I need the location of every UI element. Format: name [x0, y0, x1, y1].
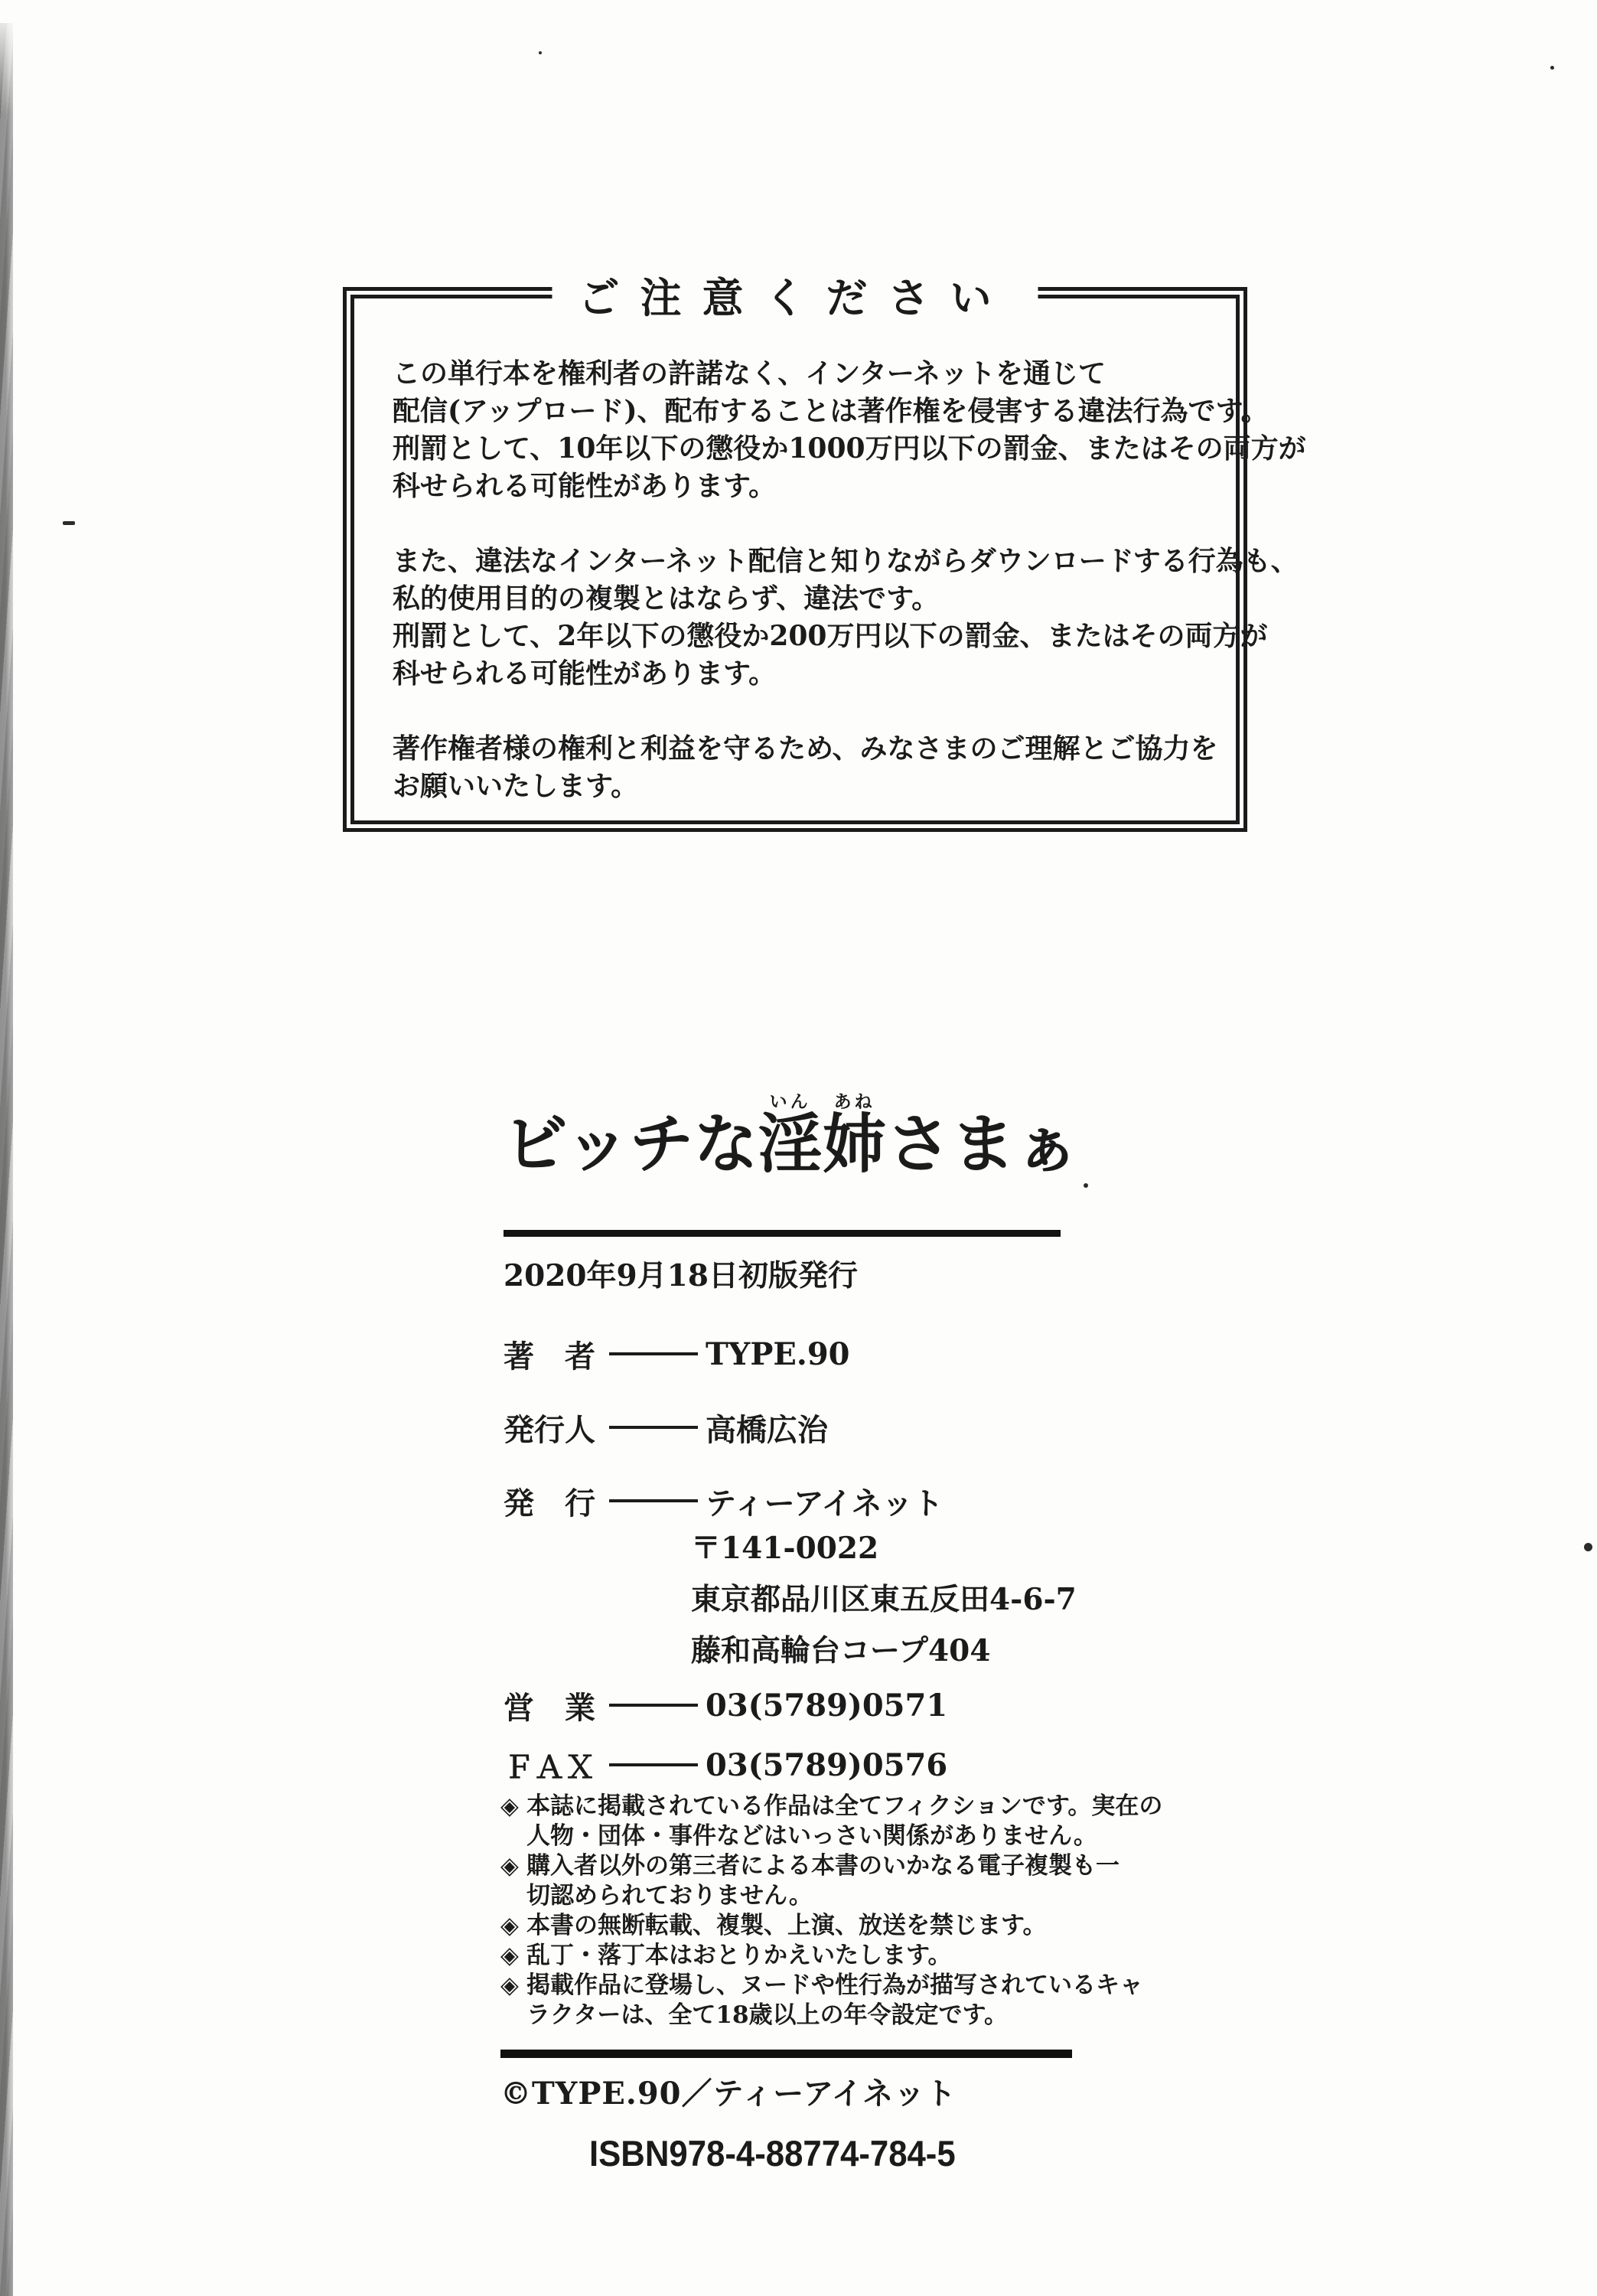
note-text: ラクターは、全て18歳以上の年令設定です。: [526, 2001, 1009, 2029]
warning-line: 著作権者様の権利と利益を守るため、みなさまのご理解とご協力を: [393, 732, 1218, 765]
note-line: [500, 1971, 1162, 2001]
edition-date: 2020年9月18日初版発行: [504, 1258, 858, 1293]
row-label: 発行人: [504, 1411, 595, 1448]
phone-number: 03(5789)0571: [706, 1687, 948, 1724]
warning-line: この単行本を権利者の許諾なく、インターネットを通じて: [393, 357, 1106, 390]
book-title-prefix: ビッチな: [504, 1106, 758, 1182]
dash: [609, 1352, 698, 1355]
warning-line: また、違法なインターネット配信と知りながらダウンロードする行為も、: [393, 545, 1299, 577]
title-divider-rule: [504, 1230, 1061, 1237]
note-text: 本誌に掲載されている作品は全てフィクションです。実在の: [526, 1792, 1163, 1820]
note-text: 掲載作品に登場し、ヌードや性行為が描写されているキャ: [526, 1971, 1143, 1999]
book-title-furigana: あね: [822, 1091, 887, 1112]
warning-line: お願いいたします。: [393, 770, 639, 802]
warning-paragraph-download: [393, 543, 1299, 693]
dash: [609, 1763, 698, 1766]
colophon-rows: [504, 1335, 944, 1555]
warning-line: 科せられる可能性があります。: [393, 657, 777, 690]
warning-paragraph-upload: [393, 355, 1306, 505]
scan-gutter-edge: [0, 23, 13, 2296]
diamond-bullet-icon: ◈: [500, 1942, 519, 1969]
isbn-number: ISBN978-4-88774-784-5: [589, 2133, 956, 2174]
address-line: 藤和高輪台コープ404: [691, 1633, 991, 1668]
note-text: 乱丁・落丁本はおとりかえいたします。: [526, 1942, 952, 1969]
book-title: [504, 1091, 1080, 1182]
warning-paragraph-request: [393, 730, 1218, 805]
note-line: [500, 1792, 1162, 1821]
note-line: [500, 1851, 1162, 1881]
note-line: [500, 1821, 1162, 1851]
warning-line: 刑罰として、10年以下の懲役か1000万円以下の罰金、またはその両方が: [393, 432, 1306, 465]
note-text: 本書の無断転載、複製、上演、放送を禁じます。: [526, 1912, 1047, 1939]
row-value: TYPE.90: [706, 1336, 850, 1372]
warning-line: 配信(アップロード)、配布することは著作権を侵害する違法行為です。: [393, 395, 1269, 427]
fax-number: 03(5789)0576: [706, 1746, 948, 1783]
book-title-kanji: 淫: [758, 1106, 823, 1182]
warning-line: 私的使用目的の複製とはならず、違法です。: [393, 582, 940, 615]
postal-code: 〒141-0022: [691, 1531, 879, 1566]
note-line: [500, 1881, 1162, 1911]
dash: [609, 1426, 698, 1429]
contact-row-sales: [504, 1686, 947, 1724]
row-label: 著 者: [504, 1338, 595, 1375]
dash: [609, 1704, 698, 1707]
copyright-warning-box: [343, 273, 1306, 832]
scan-speck: [1084, 1183, 1088, 1188]
scan-speck: [539, 51, 542, 54]
row-value: ティーアイネット: [706, 1485, 944, 1521]
warning-box-title: ご注意ください: [552, 274, 1038, 321]
colophon-row-publisher: [504, 1482, 944, 1520]
row-label: ＦＡＸ: [504, 1749, 595, 1786]
colophon-row-author: [504, 1335, 944, 1373]
row-label: 発 行: [504, 1485, 595, 1521]
bottom-divider-rule: [500, 2050, 1072, 2058]
note-text: 人物・団体・事件などはいっさい関係がありません。: [526, 1822, 1097, 1850]
diamond-bullet-icon: ◈: [500, 1912, 519, 1939]
warning-line: 科せられる可能性があります。: [393, 470, 777, 502]
note-line: [500, 2001, 1162, 2030]
contact-row-fax: [504, 1746, 947, 1784]
contact-rows: [504, 1686, 947, 1805]
copyright-line: ©TYPE.90／ティーアイネット: [500, 2076, 957, 2112]
diamond-bullet-icon: ◈: [500, 1971, 519, 1999]
dash: [609, 1499, 698, 1502]
note-line: [500, 1941, 1162, 1971]
warning-line: 刑罰として、2年以下の懲役か200万円以下の罰金、またはその両方が: [393, 620, 1268, 652]
note-text: 切認められておりません。: [526, 1882, 813, 1910]
book-title-furigana: いん: [758, 1091, 823, 1112]
scan-speck: [63, 521, 75, 525]
scan-speck: [1550, 66, 1554, 70]
diamond-bullet-icon: ◈: [500, 1852, 519, 1880]
book-title-suffix: さまぁ: [886, 1106, 1080, 1182]
note-line: [500, 1911, 1162, 1941]
row-label: 営 業: [504, 1689, 595, 1726]
book-title-kanji: 姉: [822, 1106, 887, 1182]
warning-box-body: [354, 298, 1306, 805]
address-line: 東京都品川区東五反田4-6-7: [691, 1582, 1077, 1617]
colophon-row-publisher-person: [504, 1408, 944, 1446]
book-title-ruby-in: [758, 1091, 823, 1182]
row-value: 高橋広治: [706, 1411, 828, 1448]
disclaimer-notes: [500, 1792, 1162, 2030]
publisher-address: [691, 1523, 1077, 1677]
note-text: 購入者以外の第三者による本書のいかなる電子複製も一: [526, 1852, 1120, 1880]
scan-speck: [1584, 1543, 1592, 1551]
diamond-bullet-icon: ◈: [500, 1792, 519, 1820]
book-title-ruby-ane: [822, 1091, 887, 1182]
